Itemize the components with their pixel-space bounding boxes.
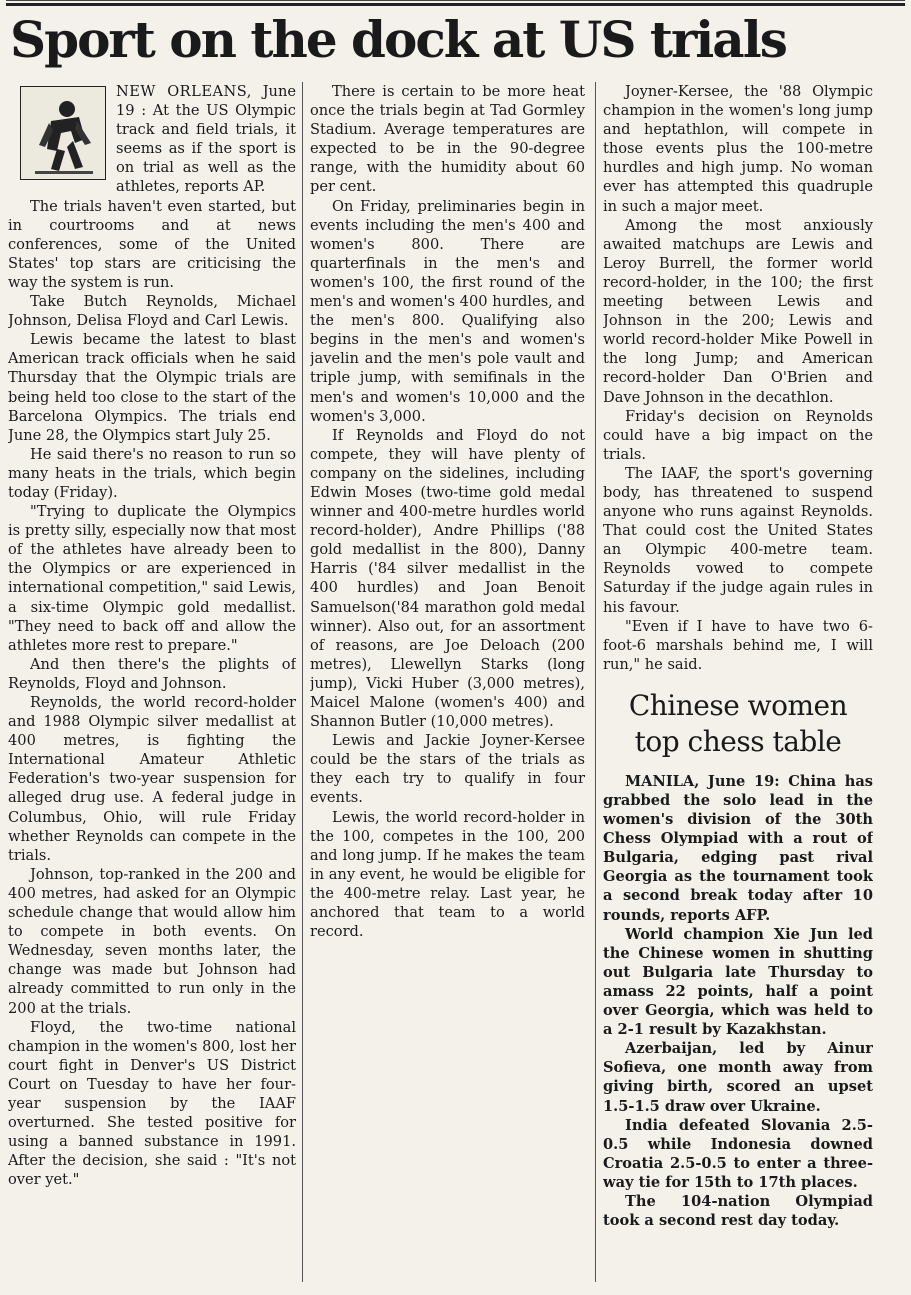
- paragraph: "Even if I have to have two 6-foot-6 marshals behind me, I will run," he said.: [603, 617, 873, 673]
- paragraph: MANILA, June 19: China has grabbed the solo lead in the women's division of the 30th Chess Olympiad with a rout of Bulgaria, edging past rival Georgia as the tournament took a second break today after 10 rounds, reports AFP.: [603, 772, 873, 924]
- paragraph: Lewis became the latest to blast American track officials when he said Thursday that the Olympic trials are being held too close to the start of the Barcelona Olympics. The trials end June 28, the Olympics start July 25.: [8, 331, 296, 444]
- paragraph: Lewis and Jackie Joyner-Kersee could be the stars of the trials as they each try to qualify in four events.: [310, 732, 585, 807]
- paragraph: "Trying to duplicate the Olympics is pretty silly, especially now that most of the athletes have already been to the Olympics or are experienced in international competition," said Lewis, a six-time Olympic gold medallist. "They need to back off and allow the athletes more rest to prepare.": [8, 503, 296, 654]
- dateline: NEW ORLEANS,: [116, 83, 252, 100]
- chess-headline: [603, 688, 873, 760]
- paragraph: Take Butch Reynolds, Michael Johnson, Delisa Floyd and Carl Lewis.: [8, 293, 296, 330]
- article-column-2: [310, 82, 585, 1290]
- paragraph: Joyner-Kersee, the '88 Olympic champion in the women's long jump and heptathlon, will compete in those events plus the 100-metre hurdles and high jump. No woman ever has attempted this quadruple in such a major meet.: [603, 83, 873, 215]
- column-rule: [302, 82, 303, 1282]
- article-column-1: [8, 82, 296, 1290]
- paragraph: And then there's the plights of Reynolds, Floyd and Johnson.: [8, 655, 296, 692]
- chess-headline-line1: Chinese women: [628, 688, 848, 722]
- paragraph: Lewis, the world record-holder in the 100, competes in the 100, 200 and long jump. If he makes the team in any event, he would be eligible for the 400-metre relay. Last year, he anchored that team to a world record.: [310, 808, 585, 941]
- paragraph: Friday's decision on Reynolds could have a big impact on the trials.: [603, 407, 873, 463]
- top-rule-thin: [6, 0, 905, 1]
- paragraph: World champion Xie Jun led the Chinese women in shutting out Bulgaria late Thursday to amass 22 points, half a point over Georgia, which was held to a 2-1 result by Kazakhstan.: [603, 925, 873, 1039]
- athlete-drawing: [20, 86, 106, 180]
- article-column-3: [603, 82, 873, 1290]
- lead-text: June 19 : At the US Olympic track and field trials, it seems as if the sport is on trial as well as the athletes, reports AP.: [116, 83, 296, 196]
- paragraph: Johnson, top-ranked in the 200 and 400 metres, had asked for an Olympic schedule change that would allow him to compete in both events. On Wednesday, seven months later, the change was made but Johnson had already committed to run only in the 200 at the trials.: [8, 865, 296, 1017]
- chess-headline-line2: top chess table: [634, 724, 842, 758]
- paragraph: There is certain to be more heat once the trials begin at Tad Gormley Stadium. Average temperatures are expected to be in the 90-degree range, with the humidity about 60 per cent.: [310, 83, 585, 196]
- chess-article: [603, 772, 873, 1230]
- paragraph: The IAAF, the sport's governing body, has threatened to suspend anyone who runs against Reynolds. That could cost the United States an Olympic 400-metre team. Reynolds vowed to compete Saturday if the judge again rules in his favour.: [603, 464, 873, 616]
- paragraph: The trials haven't even started, but in courtrooms and at news conferences, some of the United States' top stars are criticising the way the system is run.: [8, 197, 296, 291]
- paragraph: Among the most anxiously awaited matchups are Lewis and Leroy Burrell, the former world record-holder, in the 100; the first meeting between Lewis and Johnson in the 200; Lewis and world record-holder Mike Powell in the long Jump; and American record-holder Dan O'Brien and Dave Johnson in the decathlon.: [603, 216, 873, 406]
- paragraph: The 104-nation Olympiad took a second rest day today.: [603, 1192, 873, 1230]
- paragraph: He said there's no reason to run so many heats in the trials, which begin today (Friday).: [8, 445, 296, 501]
- paragraph: India defeated Slovania 2.5-0.5 while Indonesia downed Croatia 2.5-0.5 to enter a three- way tie for 15th to 17th places.: [603, 1116, 873, 1191]
- column-rule: [595, 82, 596, 1282]
- paragraph: Reynolds, the world record-holder and 1988 Olympic silver medallist at 400 metres, is fighting the International Amateur Athletic Federation's two-year suspension for alleged drug use. A federal judge in Columbus, Ohio, will rule Friday whether Reynolds can compete in the trials.: [8, 694, 296, 864]
- sprinter-icon: [21, 87, 105, 179]
- main-headline: Sport on the dock at US trials: [10, 10, 786, 69]
- paragraph: Azerbaijan, led by Ainur Sofieva, one month away from giving birth, scored an upset 1.5-1.5 draw over Ukraine.: [603, 1040, 873, 1115]
- paragraph: If Reynolds and Floyd do not compete, they will have plenty of company on the sidelines, including Edwin Moses (two-time gold medal winner and 400-metre hurdles world record-holder), Andre Phillips ('88 gold medallist in the 800), Danny Harris ('84 silver medallist in the 400 hurdles) and Joan Benoit Samuelson('84 marathon gold medal winner). Also out, for an assortment of reasons, are Joe Deloach (200 metres), Llewellyn Starks (long jump), Vicki Huber (3,000 metres), Maicel Malone (women's 400) and Shannon Butler (10,000 metres).: [310, 426, 585, 731]
- paragraph: On Friday, preliminaries begin in events including the men's 400 and women's 800. There are quarterfinals in the men's and women's 100, the first round of the men's and women's 400 hurdles, and the men's 800. Qualifying also begins in the men's and women's javelin and the men's pole vault and triple jump, with semifinals in the men's and women's 10,000 and the women's 3,000.: [310, 197, 585, 425]
- paragraph: Floyd, the two-time national champion in the women's 800, lost her court fight in Denver's US District Court on Tuesday to have her four-year suspension by the IAAF overturned. She tested positive for using a banned substance in 1991. After the decision, she said : "It's not over yet.": [8, 1018, 296, 1189]
